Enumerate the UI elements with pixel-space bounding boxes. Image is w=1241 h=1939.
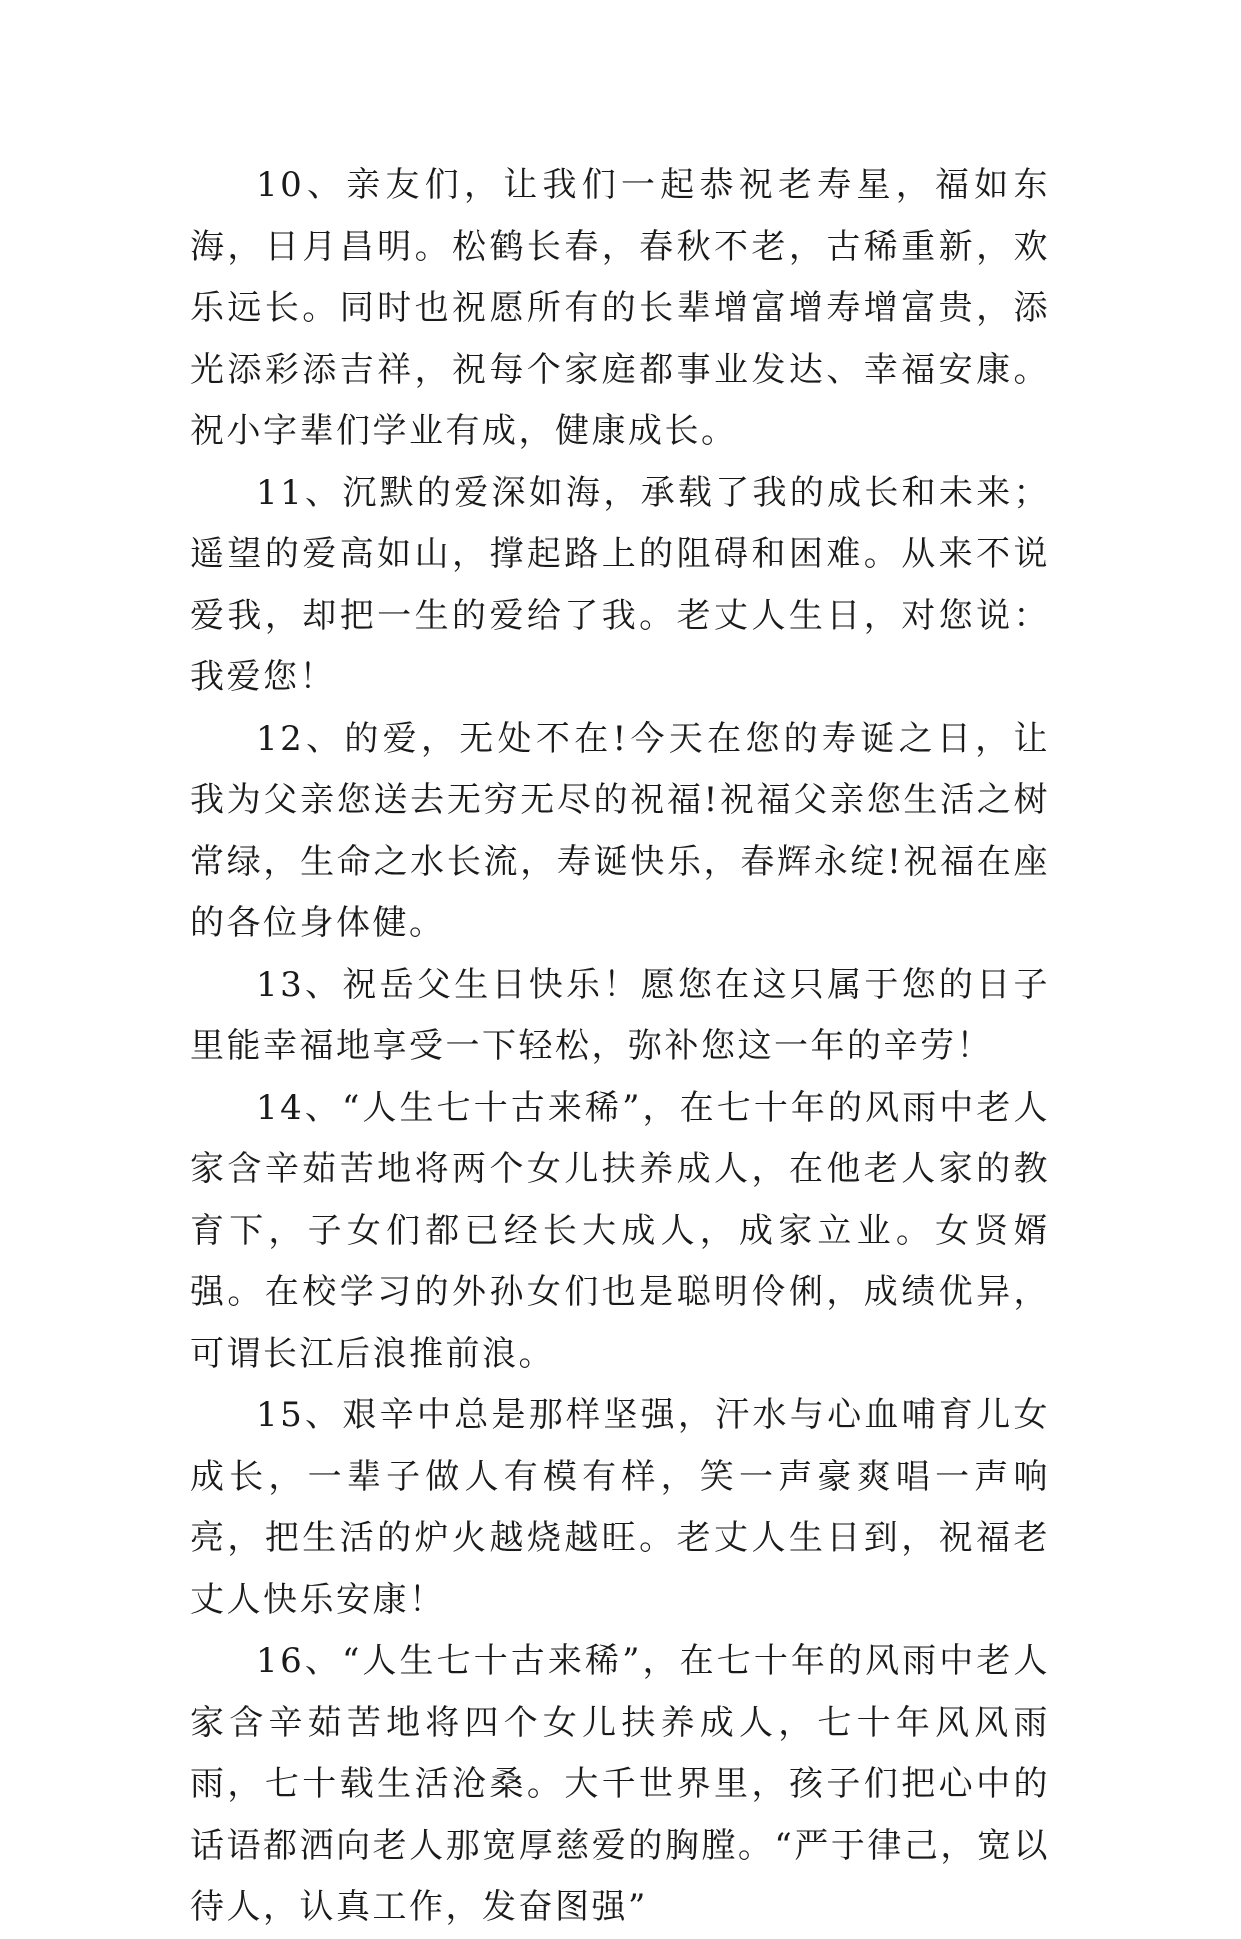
paragraph-11: 11、沉默的爱深如海，承载了我的成长和未来；遥望的爱高如山，撑起路上的阻碍和困难。从来不说爱我，却把一生的爱给了我。老丈人生日，对您说：我爱您！ xyxy=(190,472,1050,697)
paragraph-13: 13、祝岳父生日快乐！愿您在这只属于您的日子里能幸福地享受一下轻松，弥补您这一年的辛劳！ xyxy=(190,964,1050,1066)
paragraph-14: 14、“人生七十古来稀”，在七十年的风雨中老人家含辛茹苦地将两个女儿扶养成人，在他老人家的教育下，子女们都已经长大成人，成家立业。女贤婿强。在校学习的外孙女们也是聪明伶俐，成绩优异，可谓长江后浪推前浪。 xyxy=(190,1087,1050,1374)
paragraph-10: 10、亲友们，让我们一起恭祝老寿星，福如东海，日月昌明。松鹤长春，春秋不老，古稀重新，欢乐远长。同时也祝愿所有的长辈增富增寿增富贵，添光添彩添吉祥，祝每个家庭都事业发达、幸福安康。祝小字辈们学业有成，健康成长。 xyxy=(190,165,1050,451)
paragraph-15: 15、艰辛中总是那样坚强，汗水与心血哺育儿女成长，一辈子做人有模有样，笑一声豪爽唱一声响亮，把生活的炉火越烧越旺。老丈人生日到，祝福老丈人快乐安康！ xyxy=(190,1395,1050,1620)
document-body xyxy=(190,155,1050,1939)
paragraph-16: 16、“人生七十古来稀”，在七十年的风雨中老人家含辛茹苦地将四个女儿扶养成人，七十年风风雨雨，七十载生活沧桑。大千世界里，孩子们把心中的话语都洒向老人那宽厚慈爱的胸膛。“严于律己，宽以待人，认真工作，发奋图强” xyxy=(190,1641,1050,1927)
paragraph-12: 12、的爱，无处不在!今天在您的寿诞之日，让我为父亲您送去无穷无尽的祝福!祝福父亲您生活之树常绿，生命之水长流，寿诞快乐，春辉永绽!祝福在座的各位身体健。 xyxy=(190,718,1050,943)
